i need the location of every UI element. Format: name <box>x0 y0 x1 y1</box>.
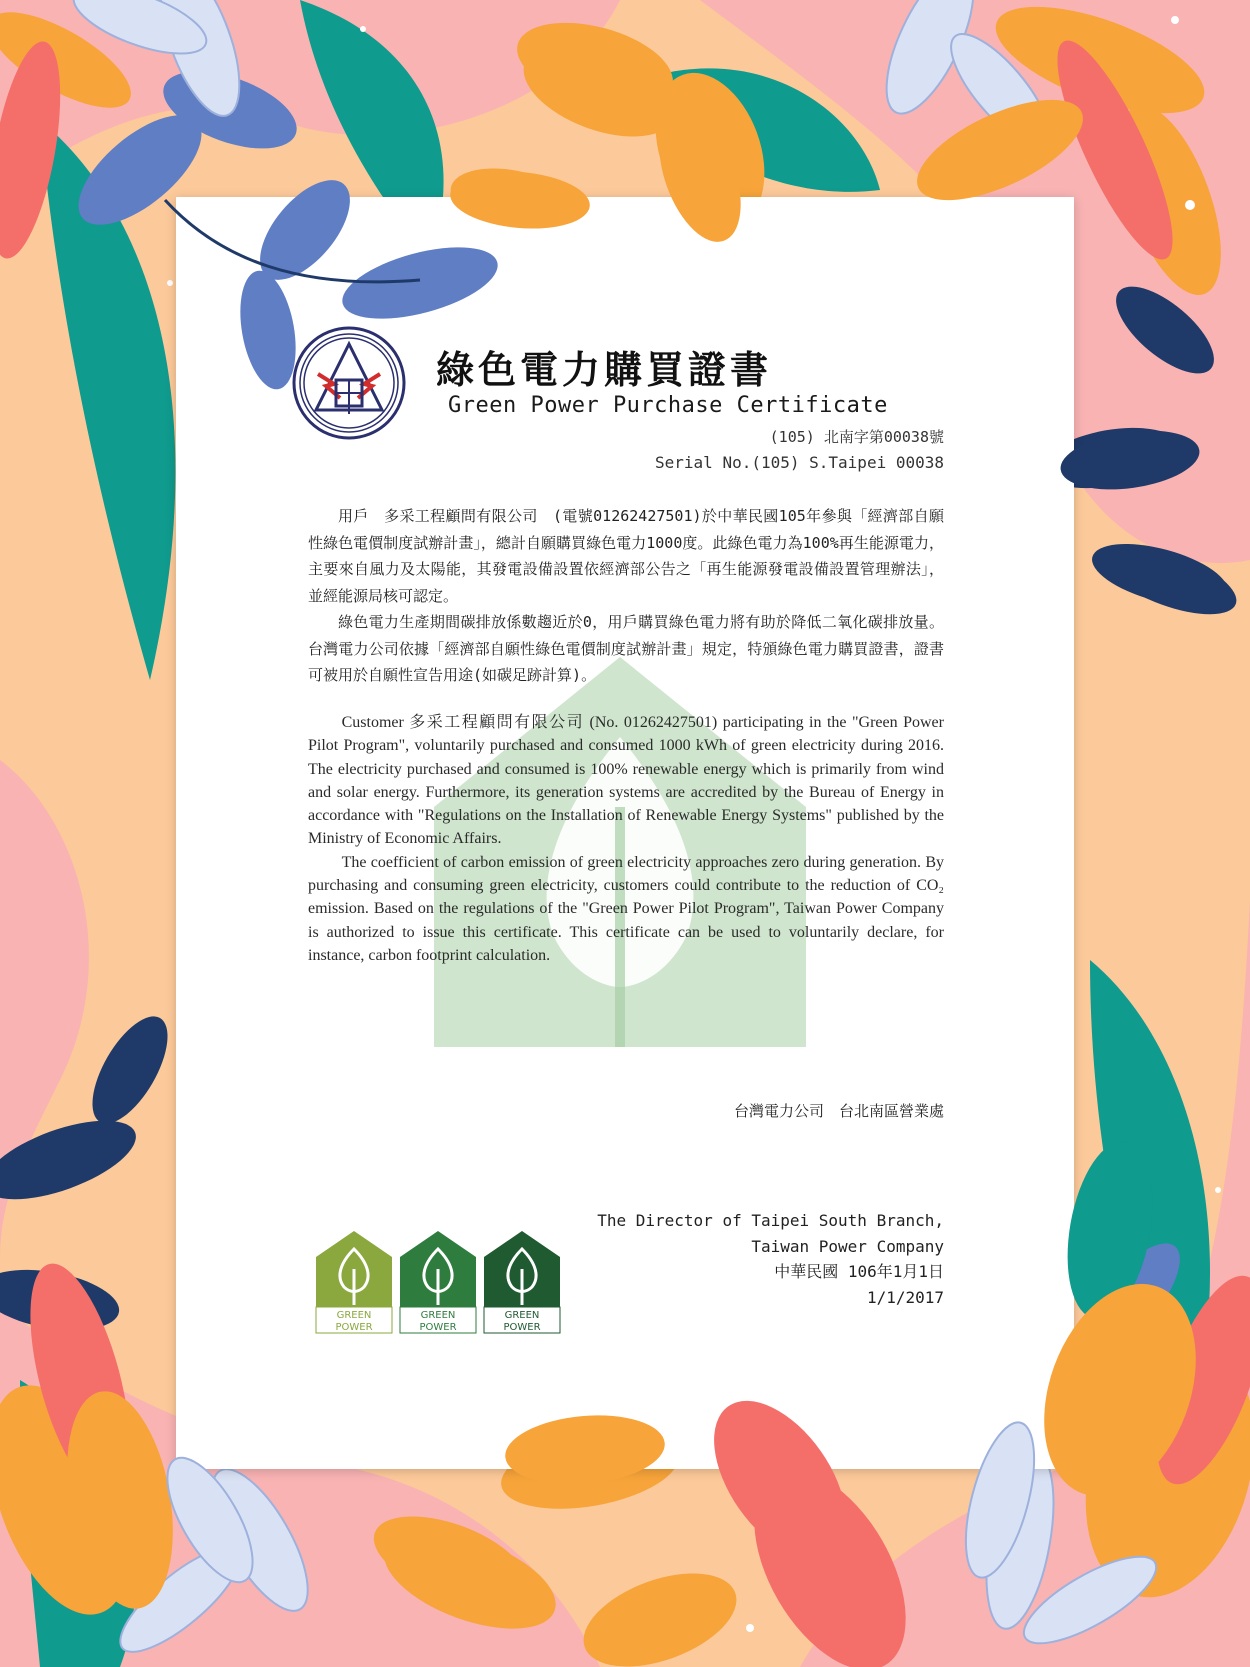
badge-2-line2: POWER <box>419 1322 457 1333</box>
badge-2-line1: GREEN <box>420 1310 456 1321</box>
issuer-chinese: 台灣電力公司 台北南區營業處 <box>733 1102 944 1120</box>
taipower-seal-logo <box>290 324 408 442</box>
green-power-badge-light <box>314 1229 394 1334</box>
signature-block <box>597 1208 944 1310</box>
signature-title-line: The Director of Taipei South Branch, <box>597 1211 944 1230</box>
certificate-title-english: Green Power Purchase Certificate <box>448 393 888 418</box>
english-body-text <box>308 711 944 967</box>
chinese-body-text <box>308 503 944 689</box>
badge-3-line2: POWER <box>503 1322 541 1333</box>
badge-3-line1: GREEN <box>504 1310 540 1321</box>
chinese-paragraph-1: 用戶 多采工程顧問有限公司 (電號01262427501)於中華民國105年參與「經濟部自願性綠色電價制度試辦計畫」，總計自願購買綠色電力1000度。此綠色電力為100%再生能源電力，主要來自風力及太陽能，其發電設備設置依經濟部公告之「再生能源發電設備設置管理辦法」，並經能源局核可認定。 <box>308 507 944 605</box>
chinese-paragraph-2: 綠色電力生產期間碳排放係數趨近於0，用戶購買綠色電力將有助於降低二氧化碳排放量。台灣電力公司依據「經濟部自願性綠色電價制度試辦計畫」規定，特頒綠色電力購買證書，證書可被用於自願性宣告用途(如碳足跡計算)。 <box>308 613 944 684</box>
issue-date-english: 1/1/2017 <box>866 1287 944 1307</box>
badge-1-line2: POWER <box>335 1322 373 1333</box>
badge-1-line1: GREEN <box>336 1310 372 1321</box>
english-paragraph-1: Customer 多采工程顧問有限公司 (No. 01262427501) participating in the "Green Power Pilot Program", voluntarily purchased and consumed 1000 kWh of green electricity during 2016. The electricity purchased and consumed is 100% renewable energy which is primarily from wind and solar energy. Furthermore, its generation systems are accredited by the Bureau of Energy in accordance with "Regulations on the Installation of Renewable Energy Systems" published by the Ministry of Economic Affairs. <box>308 714 944 848</box>
english-paragraph-2: The coefficient of carbon emission of green electricity approaches zero during generation. By purchasing and consuming green electricity, customers could contribute to the reduction of CO₂ emission. Based on the regulations of the "Green Power Pilot Program", Taiwan Power Company is authorized to issue this certificate. This certificate can be used to voluntarily declare, for instance, carbon footprint calculation. <box>308 853 944 964</box>
green-power-badge-medium <box>398 1229 478 1334</box>
green-power-badges <box>314 1229 562 1334</box>
issue-date-chinese: 中華民國 106年1月1日 <box>774 1262 944 1281</box>
certificate-paper <box>176 197 1074 1469</box>
green-power-badge-dark <box>482 1229 562 1334</box>
signature-company-line: Taiwan Power Company <box>751 1236 944 1256</box>
serial-number-chinese: (105) 北南字第00038號 <box>769 428 944 446</box>
serial-number-english: Serial No.(105) S.Taipei 00038 <box>655 453 944 472</box>
certificate-title-chinese: 綠色電力購買證書 <box>436 347 773 392</box>
